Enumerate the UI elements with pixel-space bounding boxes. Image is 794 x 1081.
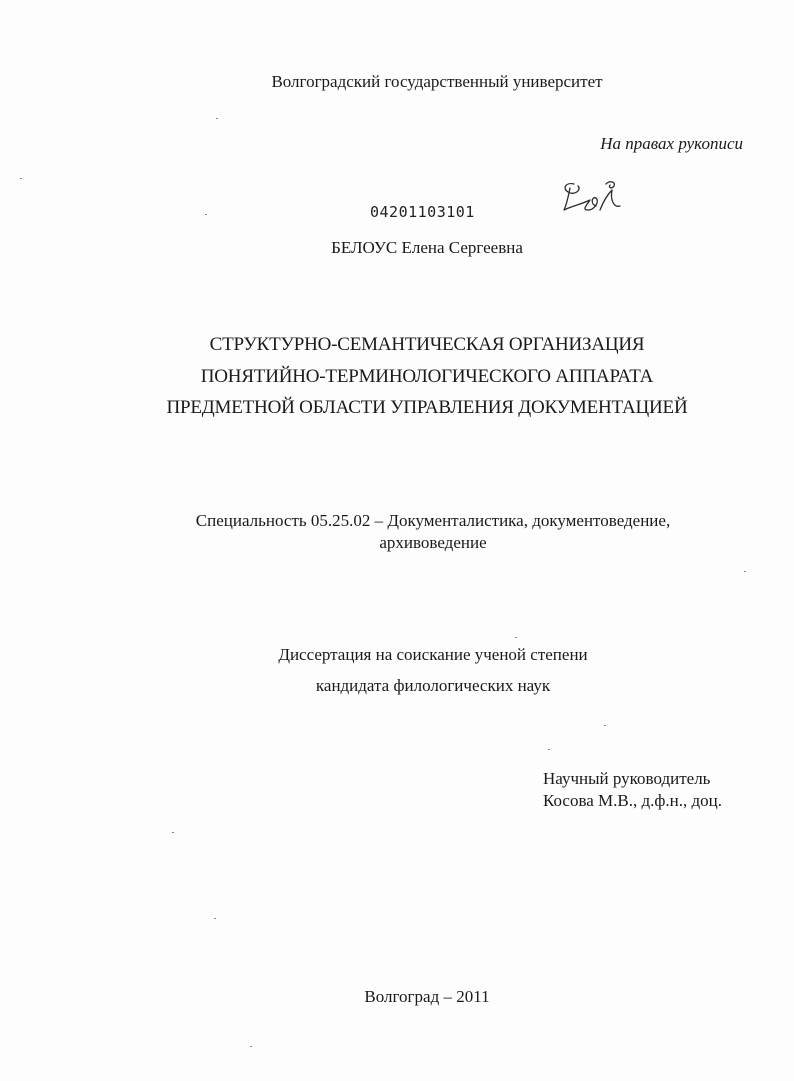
specialty-line-2: архивоведение [379, 533, 487, 552]
city-year: Волгоград – 2011 [364, 987, 490, 1006]
scan-speck [515, 637, 517, 638]
scan-speck [214, 918, 216, 919]
scan-speck [604, 725, 606, 726]
title-line-3: ПРЕДМЕТНОЙ ОБЛАСТИ УПРАВЛЕНИЯ ДОКУМЕНТАЦИЕЙ [166, 397, 688, 418]
title-line-1: СТРУКТУРНО-СЕМАНТИЧЕСКАЯ ОРГАНИЗАЦИЯ [209, 334, 645, 355]
dissertation-line-1: Диссертация на соискание ученой степени [278, 645, 588, 664]
specialty-line-1: Специальность 05.25.02 – Документалистика, документоведение, [195, 511, 671, 530]
handwritten-signature-icon [560, 176, 630, 216]
supervisor-label: Научный руководитель [543, 769, 711, 788]
author-name: БЕЛОУС Елена Сергеевна [331, 238, 523, 257]
university-name: Волгоградский государственный университет [271, 72, 603, 91]
supervisor-name: Косова М.В., д.ф.н., доц. [543, 791, 723, 810]
scan-speck [205, 214, 207, 215]
scan-speck [250, 1046, 252, 1047]
manuscript-rights-note: На правах рукописи [600, 134, 743, 153]
registration-code: 04201103101 [370, 203, 475, 221]
scan-speck [20, 178, 22, 179]
scan-speck [548, 749, 550, 750]
dissertation-line-2: кандидата филологических наук [315, 676, 551, 695]
scan-speck [744, 571, 746, 572]
scan-speck [172, 832, 174, 833]
scan-speck [216, 118, 218, 119]
title-line-2: ПОНЯТИЙНО-ТЕРМИНОЛОГИЧЕСКОГО АППАРАТА [200, 366, 654, 387]
